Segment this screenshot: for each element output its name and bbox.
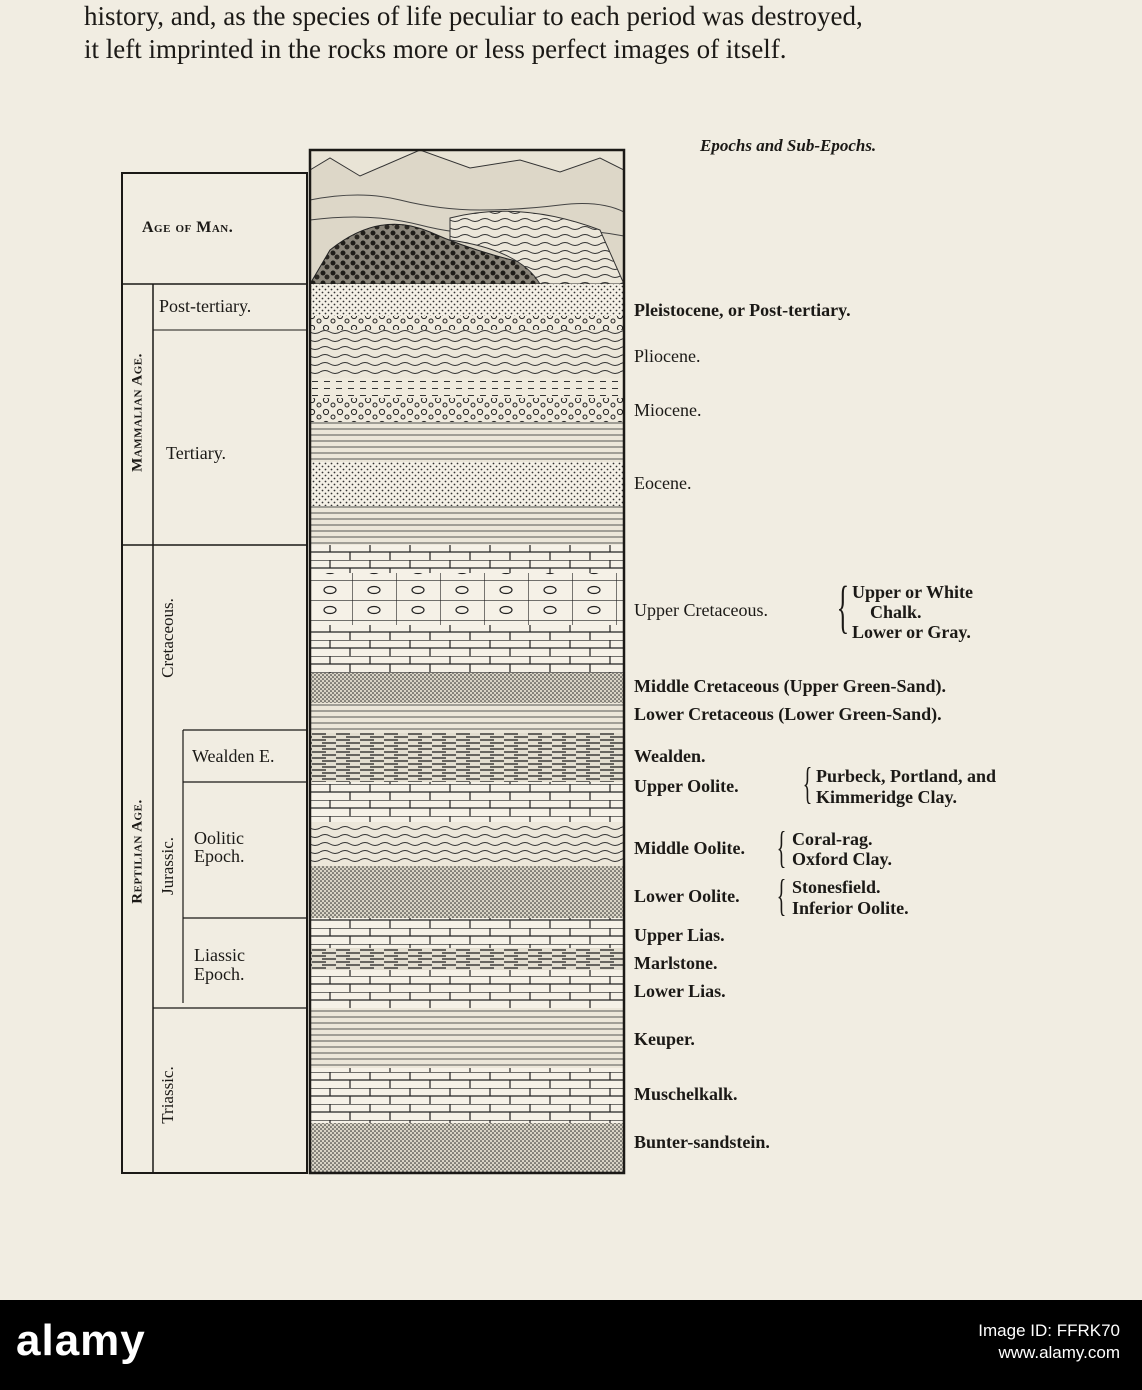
tertiary-label: Tertiary. xyxy=(166,443,227,463)
jurassic-label: Jurassic. xyxy=(158,836,177,896)
stratum-chalk-top xyxy=(310,545,624,573)
stratum-keuper xyxy=(310,1008,624,1068)
stratum-eocene-lower xyxy=(310,506,624,545)
liassic-epoch-label-2: Epoch. xyxy=(194,964,245,984)
oolitic-epoch-label-1: Oolitic xyxy=(194,828,244,848)
eocene-label: Eocene. xyxy=(634,473,692,493)
brace-icon: { xyxy=(836,574,850,639)
stratum-upper-oolite xyxy=(310,782,624,822)
lower-oolite-label: Lower Oolite. xyxy=(634,886,740,906)
muschelkalk-label: Muschelkalk. xyxy=(634,1084,738,1104)
post-tertiary-label: Post-tertiary. xyxy=(159,296,252,316)
liassic-epoch-label-1: Liassic xyxy=(194,945,245,965)
pleistocene-label: Pleistocene, or Post-tertiary. xyxy=(634,300,851,320)
stratum-pliocene xyxy=(310,330,624,378)
middle-cretaceous-label: Middle Cretaceous (Upper Green-Sand). xyxy=(634,676,946,696)
stratum-marlstone xyxy=(310,948,624,970)
upper-cretaceous-label: Upper Cretaceous. xyxy=(634,600,768,620)
stratum-upper-chalk xyxy=(310,573,624,625)
triassic-label: Triassic. xyxy=(158,1066,177,1124)
stratum-eocene-upper xyxy=(310,422,624,462)
brace-icon: { xyxy=(776,871,787,920)
keuper-label: Keuper. xyxy=(634,1029,695,1049)
strata-column xyxy=(310,150,624,1173)
bunter-sandstein-label: Bunter-sandstein. xyxy=(634,1132,770,1152)
stratum-lower-cretaceous xyxy=(310,703,624,733)
stratum-miocene xyxy=(310,398,624,422)
figure-header: Epochs and Sub-Epochs. xyxy=(700,136,877,155)
lower-oolite-sub-2: Inferior Oolite. xyxy=(792,898,909,918)
pliocene-label: Pliocene. xyxy=(634,346,701,366)
lower-chalk-label: Lower or Gray. xyxy=(852,622,971,642)
mammalian-age-label: Mammalian Age. xyxy=(129,353,146,472)
middle-oolite-sub-2: Oxford Clay. xyxy=(792,849,893,869)
wealden-label: Wealden. xyxy=(634,746,706,766)
middle-oolite-label: Middle Oolite. xyxy=(634,838,745,858)
brace-icon: { xyxy=(802,759,813,808)
marlstone-label: Marlstone. xyxy=(634,953,718,973)
stratum-gravel xyxy=(310,316,624,330)
upper-oolite-sub-2: Kimmeridge Clay. xyxy=(816,787,957,807)
stratum-upper-lias xyxy=(310,918,624,948)
image-id-label: Image ID: FFRK70 xyxy=(978,1321,1120,1340)
cretaceous-label: Cretaceous. xyxy=(158,598,177,678)
oolitic-epoch-label-2: Epoch. xyxy=(194,846,245,866)
stratum-lower-chalk xyxy=(310,625,624,673)
upper-oolite-sub-1: Purbeck, Portland, and xyxy=(816,766,997,786)
reptilian-age-label: Reptilian Age. xyxy=(129,799,146,904)
upper-oolite-label: Upper Oolite. xyxy=(634,776,739,796)
upper-chalk-label-1: Upper or White xyxy=(852,582,974,602)
stratum-middle-oolite xyxy=(310,822,624,866)
brand-logo: alamy xyxy=(16,1316,146,1365)
lower-cretaceous-label: Lower Cretaceous (Lower Green-Sand). xyxy=(634,704,942,724)
stratum-lower-oolite xyxy=(310,866,624,918)
image-id-block xyxy=(978,1320,1120,1364)
upper-lias-label: Upper Lias. xyxy=(634,925,725,945)
wealden-epoch-label: Wealden E. xyxy=(192,746,275,766)
stratum-bunter xyxy=(310,1123,624,1173)
lower-oolite-sub-1: Stonesfield. xyxy=(792,877,881,897)
middle-oolite-sub-1: Coral-rag. xyxy=(792,829,873,849)
stratum-middle-cretaceous xyxy=(310,673,624,703)
stratum-miocene-upper xyxy=(310,378,624,398)
stratum-wealden xyxy=(310,733,624,782)
age-of-man-label: Age of Man. xyxy=(142,219,234,236)
intro-line: history, and, as the species of life peculiar to each period was destroyed, xyxy=(84,1,863,31)
miocene-label: Miocene. xyxy=(634,400,702,420)
site-url: www.alamy.com xyxy=(998,1343,1120,1362)
age-table-frame xyxy=(122,173,307,1173)
intro-line: it left imprinted in the rocks more or less perfect images of itself. xyxy=(84,34,787,64)
stratum-eocene xyxy=(310,462,624,506)
watermark-footer xyxy=(0,1300,1142,1390)
stratum-lower-lias xyxy=(310,970,624,1008)
stratum-muschelkalk xyxy=(310,1068,624,1123)
brace-icon: { xyxy=(776,823,787,872)
lower-lias-label: Lower Lias. xyxy=(634,981,726,1001)
upper-chalk-label-2: Chalk. xyxy=(870,602,922,622)
